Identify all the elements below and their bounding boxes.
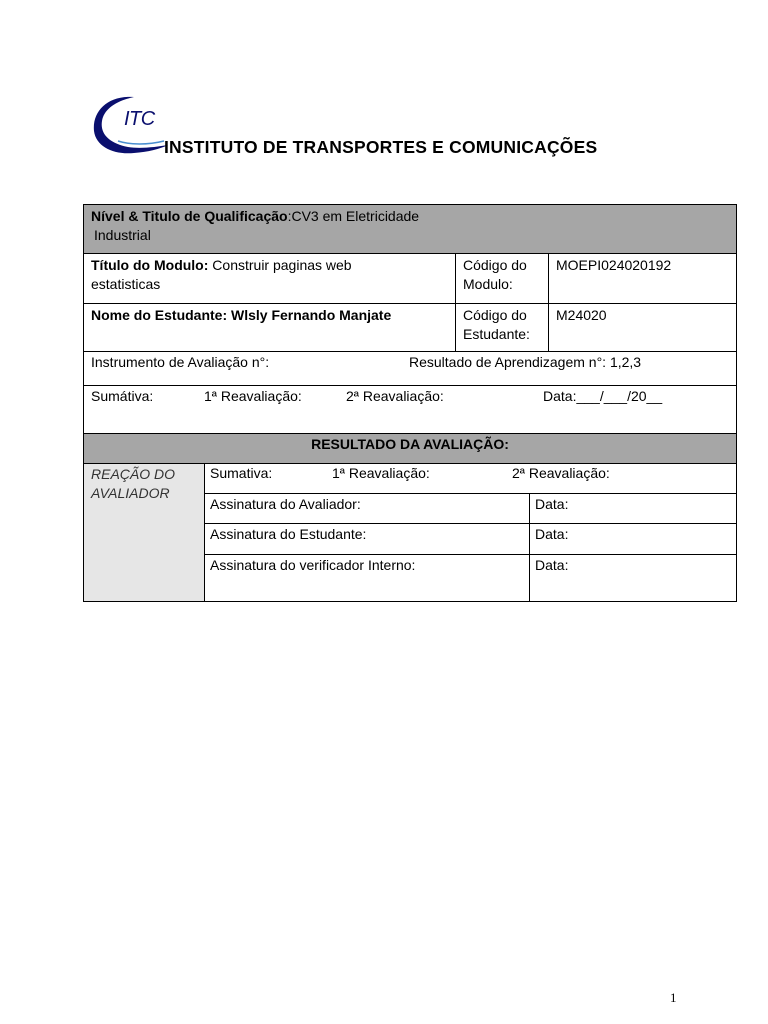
- date-label: Data:___/___/20__: [543, 388, 663, 404]
- module-code-value: MOEPI024020192: [556, 257, 672, 273]
- reav2-label: 2ª Reavaliação:: [346, 388, 444, 404]
- qualification-value-line2: Industrial: [94, 227, 151, 243]
- module-title-row: [83, 254, 737, 304]
- verifier-date-label: Data:: [535, 557, 569, 573]
- module-title-value-line2: estatisticas: [91, 276, 161, 292]
- evaluation-form: [83, 204, 737, 602]
- result-header: RESULTADO DA AVALIAÇÃO:: [311, 436, 509, 452]
- learning-result-label: Resultado de Aprendizagem n°: 1,2,3: [409, 354, 642, 370]
- reaction-reav1: 1ª Reavaliação:: [332, 465, 430, 481]
- reaction-label-line2: AVALIADOR: [91, 485, 170, 501]
- instrument-row: [83, 352, 737, 386]
- logo-text: ITC: [124, 108, 155, 130]
- evaluation-type-row: [83, 386, 737, 434]
- module-title-label: Título do Modulo:: [91, 257, 209, 273]
- reaction-sumativa: Sumativa:: [210, 465, 273, 481]
- evaluator-signature-label: Assinatura do Avaliador:: [210, 496, 361, 512]
- reav1-label: 1ª Reavaliação:: [204, 388, 302, 404]
- reaction-label-cell: [84, 464, 204, 601]
- student-signature-label: Assinatura do Estudante:: [210, 526, 367, 542]
- verifier-signature-label: Assinatura do verificador Interno:: [210, 557, 416, 573]
- student-code-label: Código do: [463, 307, 527, 323]
- student-name-label: Nome do Estudante: Wlsly Fernando Manjate: [91, 307, 392, 323]
- reaction-type-row: [205, 464, 736, 494]
- reaction-inner-table: [204, 464, 736, 601]
- sumativa-label: Sumátiva:: [91, 388, 154, 404]
- evaluator-signature-row: [205, 494, 736, 524]
- evaluator-date-label: Data:: [535, 496, 569, 512]
- result-header-row: [83, 434, 737, 464]
- page-number: 1: [670, 990, 677, 1005]
- qualification-row: [83, 204, 737, 254]
- reaction-section: [83, 464, 737, 602]
- institution-title: INSTITUTO DE TRANSPORTES E COMUNICAÇÕES: [164, 137, 598, 157]
- student-row: [83, 304, 737, 352]
- instrument-label: Instrumento de Avaliação n°:: [91, 354, 270, 370]
- qualification-label: Nível & Titulo de Qualificação: [91, 208, 288, 224]
- module-code-label: Código do: [463, 257, 527, 273]
- student-date-label: Data:: [535, 526, 569, 542]
- reaction-reav2: 2ª Reavaliação:: [512, 465, 610, 481]
- student-code-label-line2: Estudante:: [463, 326, 530, 342]
- module-code-label-line2: Modulo:: [463, 276, 513, 292]
- qualification-value: :CV3 em Eletricidade: [287, 208, 420, 224]
- student-signature-row: [205, 524, 736, 555]
- module-title-value: Construir paginas web: [208, 257, 352, 273]
- reaction-label: REAÇÃO DO: [91, 466, 176, 482]
- student-code-value: M24020: [556, 307, 607, 323]
- verifier-signature-row: [205, 555, 736, 601]
